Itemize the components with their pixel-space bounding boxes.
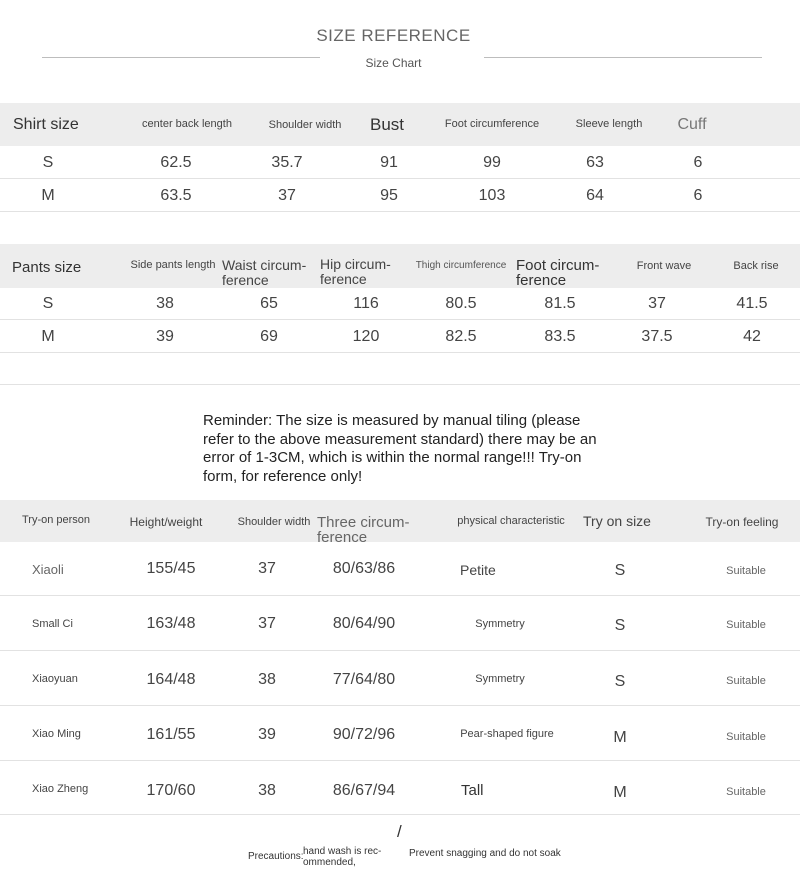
pants-cell: 120 — [352, 328, 380, 345]
tryon-cell-three-circumference: 80/63/86 — [332, 560, 396, 577]
shirt-cell: 6 — [693, 187, 703, 204]
row-divider — [0, 705, 800, 706]
pants-cell: 83.5 — [544, 328, 576, 345]
tryon-cell-feeling: Suitable — [726, 565, 766, 577]
tryon-cell-size: M — [613, 729, 627, 746]
shirt-cell: 99 — [483, 154, 501, 171]
tryon-cell-height-weight: 163/48 — [146, 615, 196, 632]
pants-cell: 69 — [260, 328, 278, 345]
row-divider — [0, 211, 800, 212]
shirt-cell: M — [41, 187, 55, 204]
shirt-cell: 64 — [586, 187, 604, 204]
pants-cell: 38 — [156, 295, 174, 312]
pants-header-side-pants-length: Side pants length — [130, 259, 216, 271]
shirt-cell: 62.5 — [160, 154, 192, 171]
tryon-cell-person: Xiaoyuan — [32, 673, 78, 685]
shirt-cell: 6 — [693, 154, 703, 171]
tryon-cell-shoulder: 38 — [258, 782, 276, 799]
row-divider — [0, 814, 800, 815]
tryon-header-physical-characteristic: physical characteristic — [457, 515, 565, 527]
shirt-cell: 103 — [478, 187, 506, 204]
tryon-cell-feeling: Suitable — [726, 675, 766, 687]
tryon-cell-person: Xiao Zheng — [32, 783, 89, 795]
row-divider — [0, 352, 800, 353]
tryon-cell-shoulder: 37 — [258, 615, 276, 632]
pants-cell: 41.5 — [736, 295, 768, 312]
shirt-cell: 37 — [278, 187, 296, 204]
shirt-header-cuff: Cuff — [677, 116, 707, 133]
page-title: SIZE REFERENCE — [316, 26, 471, 45]
tryon-cell-shoulder: 37 — [258, 560, 276, 577]
measurement-reminder: Reminder: The size is measured by manual tiling (please refer to the above measurement standard) there may be an error of 1-3CM, which is within the normal range!!! Try-on form, for reference only! — [203, 412, 597, 485]
tryon-cell-characteristic: Symmetry — [475, 673, 525, 685]
tryon-cell-three-circumference: 80/64/90 — [332, 615, 396, 632]
tryon-cell-three-circumference: 77/64/80 — [332, 671, 396, 688]
pants-header-front-wave: Front wave — [636, 260, 692, 272]
shirt-cell: 35.7 — [271, 154, 303, 171]
shirt-cell: 91 — [380, 154, 398, 171]
tryon-cell-characteristic: Pear-shaped figure — [460, 728, 554, 740]
shirt-header-center-back-length: center back length — [142, 118, 232, 130]
tryon-header-try-on-feeling: Try-on feeling — [705, 515, 779, 529]
row-divider — [0, 178, 800, 179]
pants-cell: 65 — [260, 295, 278, 312]
shirt-header-size: Shirt size — [13, 116, 79, 133]
tryon-cell-three-circumference: 86/67/94 — [332, 782, 396, 799]
tryon-cell-person: Xiao Ming — [32, 728, 81, 740]
tryon-cell-height-weight: 155/45 — [146, 560, 196, 577]
tryon-cell-shoulder: 39 — [258, 726, 276, 743]
pants-cell: 39 — [156, 328, 174, 345]
tryon-cell-characteristic: Petite — [460, 562, 496, 578]
tryon-header-height-weight: Height/weight — [129, 515, 203, 529]
pants-cell: 116 — [353, 295, 379, 312]
tryon-header-three-circumference: Three circum-ference — [317, 514, 410, 546]
tryon-cell-height-weight: 161/55 — [146, 726, 196, 743]
tryon-cell-size: M — [613, 784, 627, 801]
tryon-cell-person: Xiaoli — [32, 562, 64, 577]
pants-cell: 42 — [743, 328, 761, 345]
tryon-header-shoulder-width: Shoulder width — [237, 516, 311, 528]
pants-cell: 37.5 — [641, 328, 673, 345]
tryon-cell-size: S — [614, 673, 626, 690]
prevent-snagging-note: Prevent snagging and do not soak — [409, 848, 561, 859]
tryon-cell-size: S — [614, 617, 626, 634]
pants-cell: S — [42, 295, 54, 312]
shirt-header-sleeve-length: Sleeve length — [575, 118, 643, 130]
hand-wash-note: hand wash is rec-ommended, — [303, 846, 382, 868]
shirt-cell: 63.5 — [160, 187, 192, 204]
precautions-label: Precautions: — [248, 851, 304, 862]
tryon-cell-height-weight: 170/60 — [146, 782, 196, 799]
pants-cell: 81.5 — [544, 295, 576, 312]
pants-cell: 82.5 — [445, 328, 477, 345]
tryon-cell-feeling: Suitable — [726, 731, 766, 743]
shirt-cell: S — [42, 154, 54, 171]
tryon-header-try-on-size: Try on size — [583, 513, 651, 529]
page-subtitle: Size Chart — [365, 56, 422, 70]
section-divider — [0, 384, 800, 385]
slash-separator: / — [397, 822, 402, 841]
shirt-header-foot-circumference: Foot circumference — [444, 118, 540, 130]
row-divider — [0, 760, 800, 761]
tryon-cell-characteristic: Symmetry — [475, 618, 525, 630]
tryon-cell-feeling: Suitable — [726, 619, 766, 631]
tryon-cell-three-circumference: 90/72/96 — [332, 726, 396, 743]
tryon-cell-shoulder: 38 — [258, 671, 276, 688]
tryon-cell-size: S — [614, 562, 626, 579]
pants-cell: 37 — [648, 295, 666, 312]
pants-cell: M — [41, 328, 55, 345]
pants-cell: 80.5 — [445, 295, 477, 312]
tryon-cell-feeling: Suitable — [726, 786, 766, 798]
shirt-header-bust: Bust — [369, 115, 405, 134]
pants-header-waist: Waist circum-ference — [222, 257, 307, 288]
pants-header-size: Pants size — [12, 259, 82, 276]
row-divider — [0, 319, 800, 320]
row-divider — [0, 595, 800, 596]
pants-header-back-rise: Back rise — [733, 260, 779, 272]
tryon-cell-height-weight: 164/48 — [146, 671, 196, 688]
pants-header-thigh: Thigh circumference — [415, 260, 507, 271]
tryon-header-person: Try-on person — [21, 514, 91, 526]
row-divider — [0, 650, 800, 651]
pants-header-foot: Foot circum-ference — [516, 257, 600, 289]
shirt-header-shoulder-width: Shoulder width — [268, 119, 342, 131]
tryon-cell-characteristic: Tall — [461, 782, 484, 799]
pants-header-hip: Hip circum-ference — [320, 256, 391, 287]
shirt-cell: 95 — [380, 187, 398, 204]
tryon-cell-person: Small Ci — [32, 618, 73, 630]
shirt-cell: 63 — [586, 154, 604, 171]
